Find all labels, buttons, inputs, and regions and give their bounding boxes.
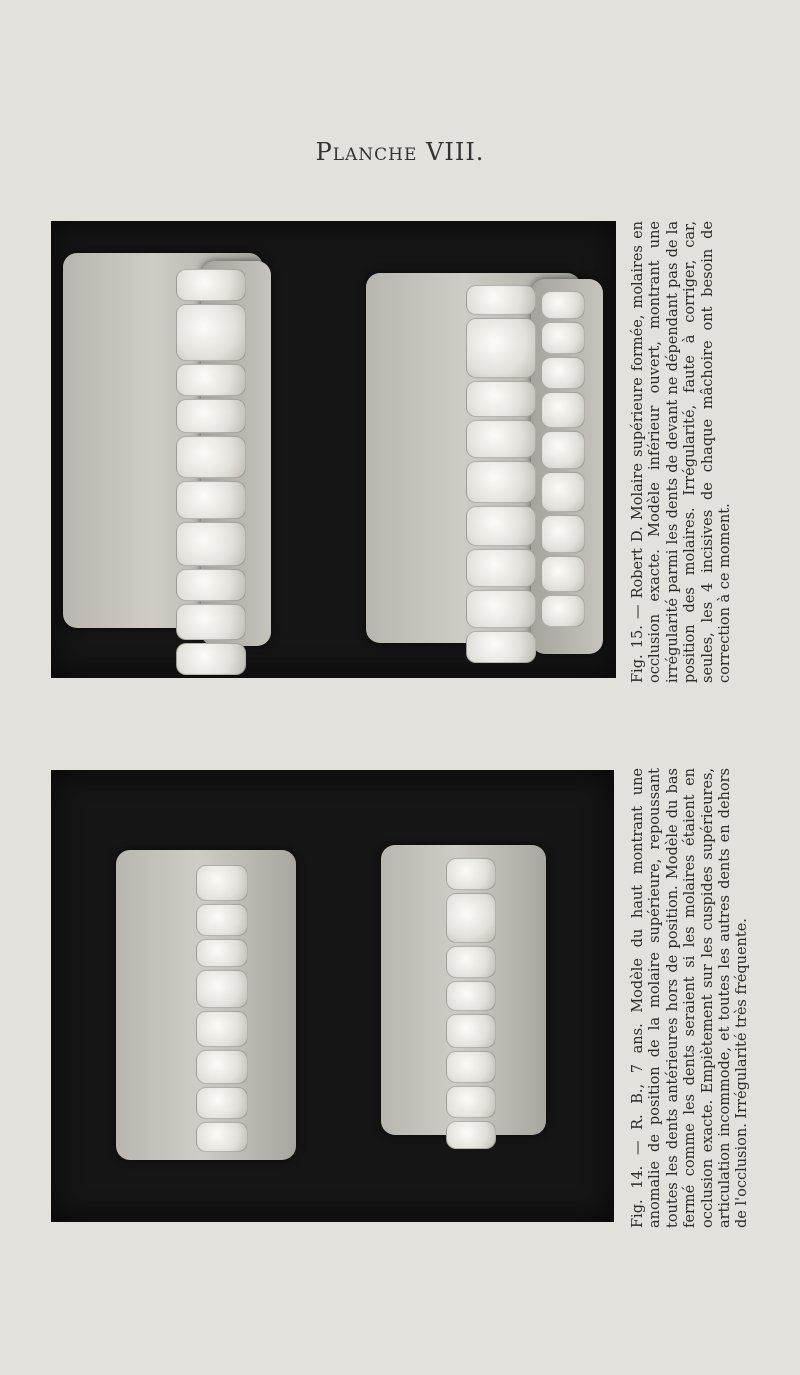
teeth-row-right [446,858,496,1149]
teeth-row-right-lower [541,291,585,627]
teeth-row-left [196,865,248,1152]
teeth-row-right [466,285,536,663]
photo-plate-fig-14 [51,770,614,1222]
page-title: Planche VIII. [315,138,485,166]
figure-caption-15 [630,221,734,683]
teeth-row-left [176,269,246,675]
figure-caption-14 [630,768,752,1228]
caption-text: — Robert D. Molaire supérieure formée, molaires en occlusion exacte. Modèle inférieur ouvert, montrant une irrégularité parmi les dents de devant ne dépendant pas de la position des molaires. Irrégularité, faute à corriger, car, seules, les 4 incisives de chaque mâchoire ont besoin de correction à ce moment. [630,221,734,683]
photo-plate-fig-15 [51,221,616,678]
figure-label: Fig. 15. [630,625,646,683]
figure-label: Fig. 14. [630,1165,646,1228]
caption-text: — R. B., 7 ans. Modèle du haut montrant une anomalie de position de la molaire supérieure, repoussant toutes les dents antérieures hors de position. Modèle du bas fermé comme les dents seraient si les molaires étaient en occlusion exacte. Empiètement sur les cuspides supérieures, articulation incommode, et toutes les autres dents en dehors de l'occlusion. Irrégularité très fréquente. [630,768,751,1228]
